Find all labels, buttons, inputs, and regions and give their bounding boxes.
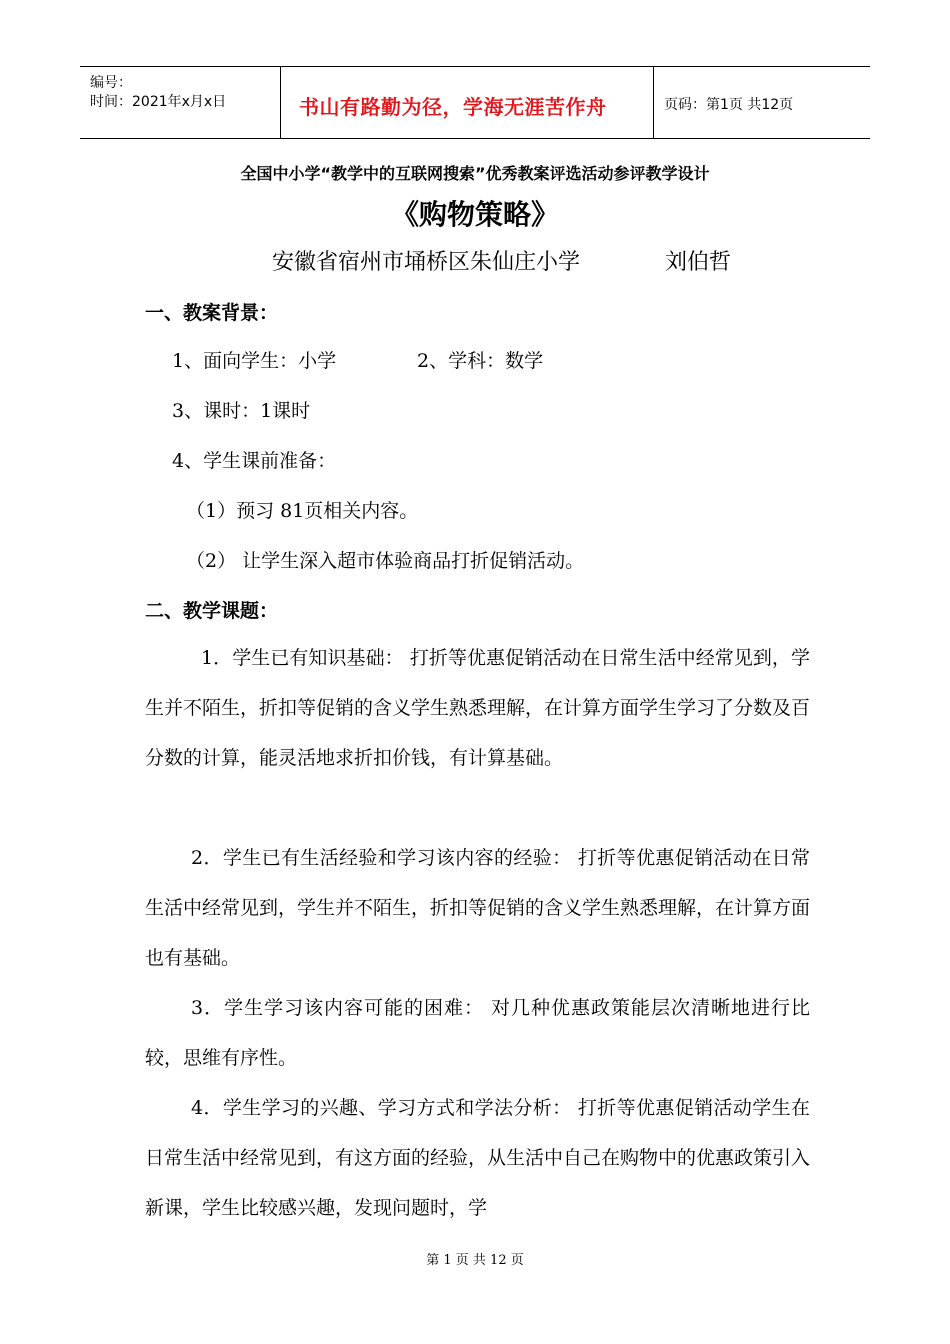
motto-text: 书山有路勤为径，学海无涯苦作舟 xyxy=(299,95,607,119)
paragraph-4: 4．学生学习的兴趣、学习方式和学法分析： 打折等优惠促销活动学生在日常生活中经常见到，有这方面的经验，从生活中自己在购物中的优惠政策引入新课，学生比较感兴趣，发现问题时，学 xyxy=(145,1097,811,1219)
school-name: 安徽省宿州市埇桥区朱仙庄小学 xyxy=(272,250,581,275)
page-footer: 第 1 页 共 12 页 xyxy=(426,1253,524,1268)
document-header-table xyxy=(80,66,870,139)
header-motto-cell xyxy=(281,67,654,138)
prep-line: 4、学生课前准备： xyxy=(172,450,337,472)
prep-item-2: （2） 让学生深入超市体验商品打折促销活动。 xyxy=(186,550,585,572)
prep-item-1: （1）预习 81页相关内容。 xyxy=(186,500,419,522)
contest-title: 全国中小学“教学中的互联网搜索”优秀教案评选活动参评教学设计 xyxy=(240,164,710,183)
paragraph-2: 2．学生已有生活经验和学习该内容的经验： 打折等优惠促销活动在日常生活中经常见到，学生并不陌生，折扣等促销的含义学生熟悉理解，在计算方面也有基础。 xyxy=(145,847,811,969)
paragraph-1: 1．学生已有知识基础： 打折等优惠促销活动在日常生活中经常见到，学生并不陌生，折扣等促销的含义学生熟悉理解，在计算方面学生学习了分数及百分数的计算，能灵活地求折扣价钱，有计算基础。 xyxy=(145,647,811,769)
subject-line: 2、学科：数学 xyxy=(417,350,544,372)
document-title: 《购物策略》 xyxy=(390,198,559,231)
time-label: 时间：2021年x月x日 xyxy=(90,94,227,110)
section-heading-background: 一、教案背景： xyxy=(145,302,279,324)
hours-line: 3、课时：1课时 xyxy=(172,400,311,422)
author-name: 刘伯哲 xyxy=(665,250,732,275)
header-right-cell xyxy=(654,67,870,138)
number-label: 编号： xyxy=(90,75,132,91)
section-heading-topic: 二、教学课题： xyxy=(145,600,279,622)
audience-line: 1、面向学生：小学 xyxy=(172,350,337,372)
page-info: 页码：第1页 共12页 xyxy=(664,97,794,113)
header-left-cell xyxy=(80,67,281,138)
paragraph-3: 3．学生学习该内容可能的困难： 对几种优惠政策能层次清晰地进行比较，思维有序性。 xyxy=(145,997,810,1069)
